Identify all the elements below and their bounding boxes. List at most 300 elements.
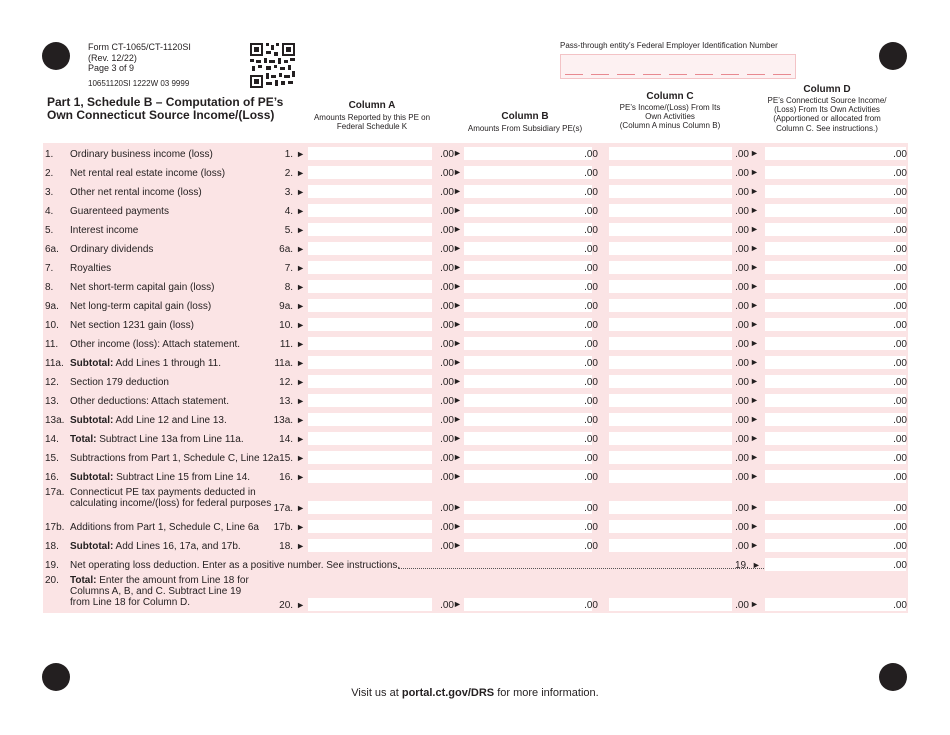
arrow-icon: ►	[750, 452, 759, 462]
arrow-icon: ►	[750, 243, 759, 253]
line-reference-number: 16.	[279, 472, 294, 483]
cents-suffix: .00	[440, 301, 454, 312]
cents-suffix: .00	[584, 225, 598, 236]
amount-field-column-c[interactable]	[609, 501, 732, 514]
description-line	[70, 522, 259, 533]
column-subtitle-line: (Apportioned or allocated from	[773, 114, 881, 124]
description-line	[70, 487, 271, 498]
line-number: 19.	[45, 560, 59, 571]
description-line	[70, 358, 221, 369]
cents-suffix: .00	[584, 472, 598, 483]
form-revision: (Rev. 12/22)	[88, 52, 137, 63]
description-text: Royalties	[70, 263, 112, 274]
part-title-line-1: Part 1, Schedule B – Computation of PE’s	[47, 95, 284, 109]
arrow-icon: ►	[453, 148, 462, 158]
arrow-icon: ►	[453, 205, 462, 215]
line-description	[70, 560, 400, 571]
cents-suffix: .00	[893, 301, 907, 312]
line-number: 12.	[45, 377, 59, 388]
description-line	[70, 244, 153, 255]
amount-field-column-c[interactable]	[609, 147, 732, 160]
amount-field-column-a[interactable]	[308, 204, 432, 217]
arrow-icon: ►	[750, 186, 759, 196]
line-description	[70, 282, 215, 293]
description-line	[70, 263, 111, 274]
amount-field-column-a[interactable]	[308, 394, 432, 407]
part-title-line-2: Own Connecticut Source Income/(Loss)	[47, 108, 275, 122]
line-number: 16.	[45, 472, 59, 483]
fein-digit-slot	[695, 74, 713, 75]
fein-digit-slot	[669, 74, 687, 75]
amount-field-column-c[interactable]	[609, 470, 732, 483]
cents-suffix: .00	[893, 434, 907, 445]
line-number: 11a.	[45, 358, 64, 369]
arrow-icon: ►	[296, 282, 305, 292]
cents-suffix: .00	[440, 244, 454, 255]
description-line	[70, 434, 244, 445]
arrow-icon: ►	[453, 540, 462, 550]
line-number: 14.	[45, 434, 59, 445]
arrow-icon: ►	[750, 338, 759, 348]
description-line	[70, 187, 202, 198]
line-description	[70, 320, 194, 331]
column-subtitle-line: Own Activities	[645, 112, 695, 122]
arrow-icon: ►	[453, 376, 462, 386]
description-text: Net long-term capital gain (loss)	[70, 301, 212, 312]
line-description	[70, 301, 211, 312]
arrow-icon: ►	[453, 167, 462, 177]
line-description	[70, 149, 213, 160]
line-description	[70, 339, 240, 350]
description-text: Connecticut PE tax payments deducted in	[70, 487, 256, 498]
amount-field-column-a[interactable]	[308, 432, 432, 445]
description-line	[70, 541, 241, 552]
column-title: Column A	[348, 100, 396, 111]
line-description	[70, 453, 279, 464]
arrow-icon: ►	[296, 415, 305, 425]
fein-digit-slot	[591, 74, 609, 75]
cents-suffix: .00	[440, 541, 454, 552]
amount-field-column-c[interactable]	[609, 242, 732, 255]
description-line	[70, 472, 250, 483]
cents-suffix: .00	[893, 358, 907, 369]
cents-suffix: .00	[735, 396, 749, 407]
footer-prefix: Visit us at	[351, 687, 402, 699]
cents-suffix: .00	[893, 206, 907, 217]
cents-suffix: .00	[893, 244, 907, 255]
arrow-icon: ►	[453, 262, 462, 272]
amount-field-column-a[interactable]	[308, 223, 432, 236]
arrow-icon: ►	[296, 168, 305, 178]
description-text: Net rental real estate income (loss)	[70, 168, 226, 179]
fein-digit-slot	[565, 74, 583, 75]
column-d-header	[757, 84, 897, 133]
amount-field-column-c[interactable]	[609, 451, 732, 464]
form-code: 10651120SI 1222W 03 9999	[88, 79, 190, 88]
description-line	[70, 575, 249, 586]
line-description	[70, 434, 244, 445]
arrow-icon: ►	[453, 243, 462, 253]
line-reference	[285, 263, 305, 274]
arrow-icon: ►	[453, 319, 462, 329]
line-reference-number: 2.	[284, 168, 294, 179]
amount-field-column-a[interactable]	[308, 280, 432, 293]
cents-suffix: .00	[584, 263, 598, 274]
footer-suffix: for more information.	[494, 687, 599, 699]
line-description	[70, 415, 227, 426]
cents-suffix: .00	[893, 339, 907, 350]
line-reference	[279, 472, 305, 483]
description-line	[70, 282, 215, 293]
line-reference-number: 7.	[284, 263, 294, 274]
amount-field-column-c[interactable]	[609, 394, 732, 407]
arrow-icon: ►	[296, 453, 305, 463]
description-line	[70, 206, 169, 217]
cents-suffix: .00	[440, 187, 454, 198]
amount-field-column-a[interactable]	[308, 470, 432, 483]
amount-field-column-c[interactable]	[609, 520, 732, 533]
registration-dot-top-left	[42, 42, 70, 70]
amount-field-column-a[interactable]	[308, 356, 432, 369]
line-number: 5.	[45, 225, 54, 236]
description-text: Add Line 12 and Line 13.	[113, 415, 227, 426]
cents-suffix: .00	[735, 225, 749, 236]
amount-field-column-a[interactable]	[308, 520, 432, 533]
cents-suffix: .00	[584, 206, 598, 217]
footer-note	[0, 687, 950, 699]
amount-field-column-c[interactable]	[609, 280, 732, 293]
description-bold-label: Subtotal:	[70, 472, 114, 483]
fein-digit-slot	[773, 74, 791, 75]
arrow-icon: ►	[750, 205, 759, 215]
amount-field-column-a[interactable]	[308, 451, 432, 464]
line-reference-number: 1.	[284, 149, 294, 160]
cents-suffix: .00	[440, 600, 454, 611]
line-reference-number: 9a.	[279, 301, 294, 312]
cents-suffix: .00	[584, 358, 598, 369]
arrow-icon: ►	[750, 357, 759, 367]
description-text: Section 179 deduction	[70, 377, 169, 388]
cents-suffix: .00	[735, 358, 749, 369]
part-title	[47, 96, 283, 122]
line-number: 11.	[45, 339, 59, 350]
cents-suffix: .00	[584, 522, 598, 533]
cents-suffix: .00	[440, 453, 454, 464]
line-description	[70, 168, 225, 179]
description-text: Enter the amount from Line 18 for	[96, 575, 249, 586]
arrow-icon: ►	[453, 395, 462, 405]
description-text: Other deductions: Attach statement.	[70, 396, 229, 407]
line-reference	[279, 320, 305, 331]
cents-suffix: .00	[440, 503, 454, 514]
line-description	[70, 187, 202, 198]
line-number: 8.	[45, 282, 54, 293]
cents-suffix: .00	[584, 434, 598, 445]
amount-field-column-c[interactable]	[609, 337, 732, 350]
amount-field-column-c[interactable]	[609, 223, 732, 236]
arrow-icon: ►	[453, 502, 462, 512]
description-line	[70, 498, 271, 509]
cents-suffix: .00	[893, 320, 907, 331]
line-reference	[285, 282, 305, 293]
cents-suffix: .00	[893, 396, 907, 407]
line-reference-number: 10.	[279, 320, 294, 331]
page-indicator: Page 3 of 9	[88, 63, 135, 73]
line-number: 13a.	[45, 415, 65, 426]
arrow-icon: ►	[750, 262, 759, 272]
cents-suffix: .00	[893, 187, 907, 198]
amount-field-column-c[interactable]	[609, 299, 732, 312]
cents-suffix: .00	[735, 149, 749, 160]
line-number: 9a.	[45, 301, 59, 312]
amount-field-column-a[interactable]	[308, 242, 432, 255]
cents-suffix: .00	[893, 522, 907, 533]
cents-suffix: .00	[735, 415, 749, 426]
fein-label: Pass-through entity’s Federal Employer Identification Number	[560, 41, 778, 50]
arrow-icon: ►	[296, 358, 305, 368]
line-reference-number: 4.	[284, 206, 294, 217]
line-number: 6a.	[45, 244, 59, 255]
fein-digit-slot	[643, 74, 661, 75]
amount-field-column-c[interactable]	[609, 166, 732, 179]
description-text: Add Lines 1 through 11.	[113, 358, 222, 369]
cents-suffix: .00	[893, 472, 907, 483]
amount-field-column-c[interactable]	[609, 375, 732, 388]
description-text: Columns A, B, and C. Subtract Line 19	[70, 586, 242, 597]
cents-suffix: .00	[440, 339, 454, 350]
arrow-icon: ►	[750, 599, 759, 609]
column-title: Column C	[646, 91, 694, 102]
cents-suffix: .00	[440, 377, 454, 388]
amount-field-column-c[interactable]	[609, 185, 732, 198]
arrow-icon: ►	[296, 522, 305, 532]
cents-suffix: .00	[584, 377, 598, 388]
line-reference	[285, 149, 305, 160]
description-text: calculating income/(loss) for federal purposes	[70, 498, 272, 509]
cents-suffix: .00	[735, 472, 749, 483]
cents-suffix: .00	[440, 434, 454, 445]
amount-field-column-c[interactable]	[609, 432, 732, 445]
amount-field-column-c[interactable]	[609, 598, 732, 611]
fein-input[interactable]	[560, 54, 796, 79]
description-line	[70, 149, 213, 160]
column-subtitle-line: Amounts From Subsidiary PE(s)	[467, 124, 583, 133]
line-reference-number: 17a.	[273, 503, 294, 514]
column-subtitle-line: Column C. See instructions.)	[776, 123, 878, 133]
arrow-icon: ►	[296, 503, 305, 513]
cents-suffix: .00	[440, 263, 454, 274]
amount-field-column-a[interactable]	[308, 261, 432, 274]
amount-field-column-c[interactable]	[609, 204, 732, 217]
amount-field-column-c[interactable]	[609, 413, 732, 426]
cents-suffix: .00	[893, 377, 907, 388]
cents-suffix: .00	[735, 600, 749, 611]
line-reference	[285, 187, 305, 198]
form-number: Form CT-1065/CT-1120SI	[88, 42, 191, 52]
description-line	[70, 168, 225, 179]
description-text: from Line 18 for Column D.	[70, 597, 191, 608]
description-text: Interest income	[70, 225, 139, 236]
cents-suffix: .00	[440, 415, 454, 426]
description-line	[70, 225, 138, 236]
line-reference	[285, 168, 305, 179]
line-description	[70, 263, 111, 274]
cents-suffix: .00	[893, 149, 907, 160]
amount-field-column-a[interactable]	[308, 185, 432, 198]
line-reference-number: 12.	[279, 377, 294, 388]
line-reference-number: 11a.	[274, 358, 294, 369]
column-subtitle-line: (Loss) From Its Own Activities	[774, 105, 880, 115]
line-number: 4.	[45, 206, 54, 217]
line-reference	[274, 503, 305, 514]
line-reference	[280, 339, 305, 350]
cents-suffix: .00	[893, 453, 907, 464]
arrow-icon: ►	[750, 376, 759, 386]
form-header	[88, 42, 191, 74]
arrow-icon: ►	[296, 339, 305, 349]
description-text: Subtractions from Part 1, Schedule C, Line 12a	[70, 453, 280, 464]
line-reference-number: 3.	[284, 187, 294, 198]
line-description	[70, 541, 241, 552]
fein-digit-slot	[617, 74, 635, 75]
arrow-icon: ►	[750, 167, 759, 177]
column-title: Column D	[803, 84, 851, 95]
cents-suffix: .00	[440, 206, 454, 217]
arrow-icon: ►	[453, 414, 462, 424]
line-reference-number: 11.	[279, 339, 294, 350]
amount-field-column-a[interactable]	[308, 501, 432, 514]
line-reference	[285, 206, 305, 217]
description-text: Net short-term capital gain (loss)	[70, 282, 215, 293]
description-line	[70, 560, 400, 571]
column-subtitle-line: (Column A minus Column B)	[619, 121, 721, 131]
line-number: 10.	[45, 320, 59, 331]
cents-suffix: .00	[735, 339, 749, 350]
description-bold-label: Total:	[70, 575, 97, 586]
amount-field-column-a[interactable]	[308, 318, 432, 331]
arrow-icon: ►	[750, 395, 759, 405]
cents-suffix: .00	[735, 320, 749, 331]
line-reference	[274, 358, 305, 369]
column-c-header	[600, 91, 740, 131]
amount-field-column-a[interactable]	[308, 147, 432, 160]
arrow-icon: ►	[453, 599, 462, 609]
cents-suffix: .00	[440, 472, 454, 483]
line-reference-number: 13a.	[273, 415, 294, 426]
cents-suffix: .00	[735, 377, 749, 388]
registration-dot-top-right	[879, 42, 907, 70]
cents-suffix: .00	[584, 187, 598, 198]
amount-field-column-c[interactable]	[609, 356, 732, 369]
arrow-icon: ►	[296, 320, 305, 330]
cents-suffix: .00	[735, 301, 749, 312]
line-reference-number: 8.	[284, 282, 294, 293]
arrow-icon: ►	[296, 225, 305, 235]
cents-suffix: .00	[584, 320, 598, 331]
arrow-icon: ►	[750, 319, 759, 329]
cents-suffix: .00	[440, 149, 454, 160]
line-description	[70, 377, 169, 388]
cents-suffix: .00	[735, 168, 749, 179]
arrow-icon: ►	[296, 472, 305, 482]
cents-suffix: .00	[893, 263, 907, 274]
line-number: 17b.	[45, 522, 65, 533]
description-text: Add Lines 16, 17a, and 17b.	[113, 541, 241, 552]
arrow-icon: ►	[751, 560, 761, 570]
line-number: 20.	[45, 575, 59, 586]
line-description	[70, 575, 249, 608]
arrow-icon: ►	[750, 414, 759, 424]
amount-field-column-c[interactable]	[609, 539, 732, 552]
cents-suffix: .00	[735, 187, 749, 198]
footer-link[interactable]: portal.ct.gov/DRS	[401, 687, 495, 699]
line-description	[70, 225, 138, 236]
line-description	[70, 487, 271, 509]
column-subtitle-line: Amounts Reported by this PE on	[313, 113, 431, 122]
line-reference	[274, 415, 305, 426]
column-title: Column B	[501, 111, 549, 122]
arrow-icon: ►	[296, 149, 305, 159]
cents-suffix: .00	[584, 282, 598, 293]
arrow-icon: ►	[296, 434, 305, 444]
arrow-icon: ►	[453, 452, 462, 462]
description-line	[70, 377, 169, 388]
cents-suffix: .00	[440, 358, 454, 369]
arrow-icon: ►	[296, 263, 305, 273]
amount-field-column-c[interactable]	[609, 318, 732, 331]
arrow-icon: ►	[296, 244, 305, 254]
arrow-icon: ►	[453, 338, 462, 348]
amount-field-column-a[interactable]	[308, 598, 432, 611]
amount-field-column-a[interactable]	[308, 166, 432, 179]
amount-field-column-a[interactable]	[308, 413, 432, 426]
line-number: 3.	[45, 187, 54, 198]
line-description	[70, 396, 229, 407]
description-bold-label: Subtotal:	[70, 415, 114, 426]
line-reference	[279, 541, 305, 552]
cents-suffix: .00	[893, 560, 907, 571]
fein-digit-slot	[747, 74, 765, 75]
line-number: 13.	[45, 396, 59, 407]
description-text: Ordinary business income (loss)	[70, 149, 213, 160]
amount-field-column-c[interactable]	[609, 261, 732, 274]
arrow-icon: ►	[750, 148, 759, 158]
line-reference	[735, 560, 761, 571]
arrow-icon: ►	[750, 281, 759, 291]
cents-suffix: .00	[735, 541, 749, 552]
cents-suffix: .00	[440, 282, 454, 293]
arrow-icon: ►	[296, 301, 305, 311]
fein-digit-slot	[721, 74, 739, 75]
description-line	[70, 415, 227, 426]
cents-suffix: .00	[893, 503, 907, 514]
description-line	[70, 320, 194, 331]
description-text: Ordinary dividends	[70, 244, 154, 255]
amount-field-column-a[interactable]	[308, 337, 432, 350]
line-reference-number: 19.	[735, 560, 749, 571]
arrow-icon: ►	[296, 206, 305, 216]
line-reference-number: 6a.	[279, 244, 294, 255]
amount-field-column-a[interactable]	[308, 299, 432, 312]
column-a-header	[302, 100, 442, 131]
cents-suffix: .00	[584, 453, 598, 464]
amount-field-column-a[interactable]	[308, 375, 432, 388]
arrow-icon: ►	[453, 300, 462, 310]
cents-suffix: .00	[735, 263, 749, 274]
column-subtitle-line: PE’s Income/(Loss) From Its	[619, 103, 721, 112]
cents-suffix: .00	[735, 244, 749, 255]
amount-field-column-a[interactable]	[308, 539, 432, 552]
